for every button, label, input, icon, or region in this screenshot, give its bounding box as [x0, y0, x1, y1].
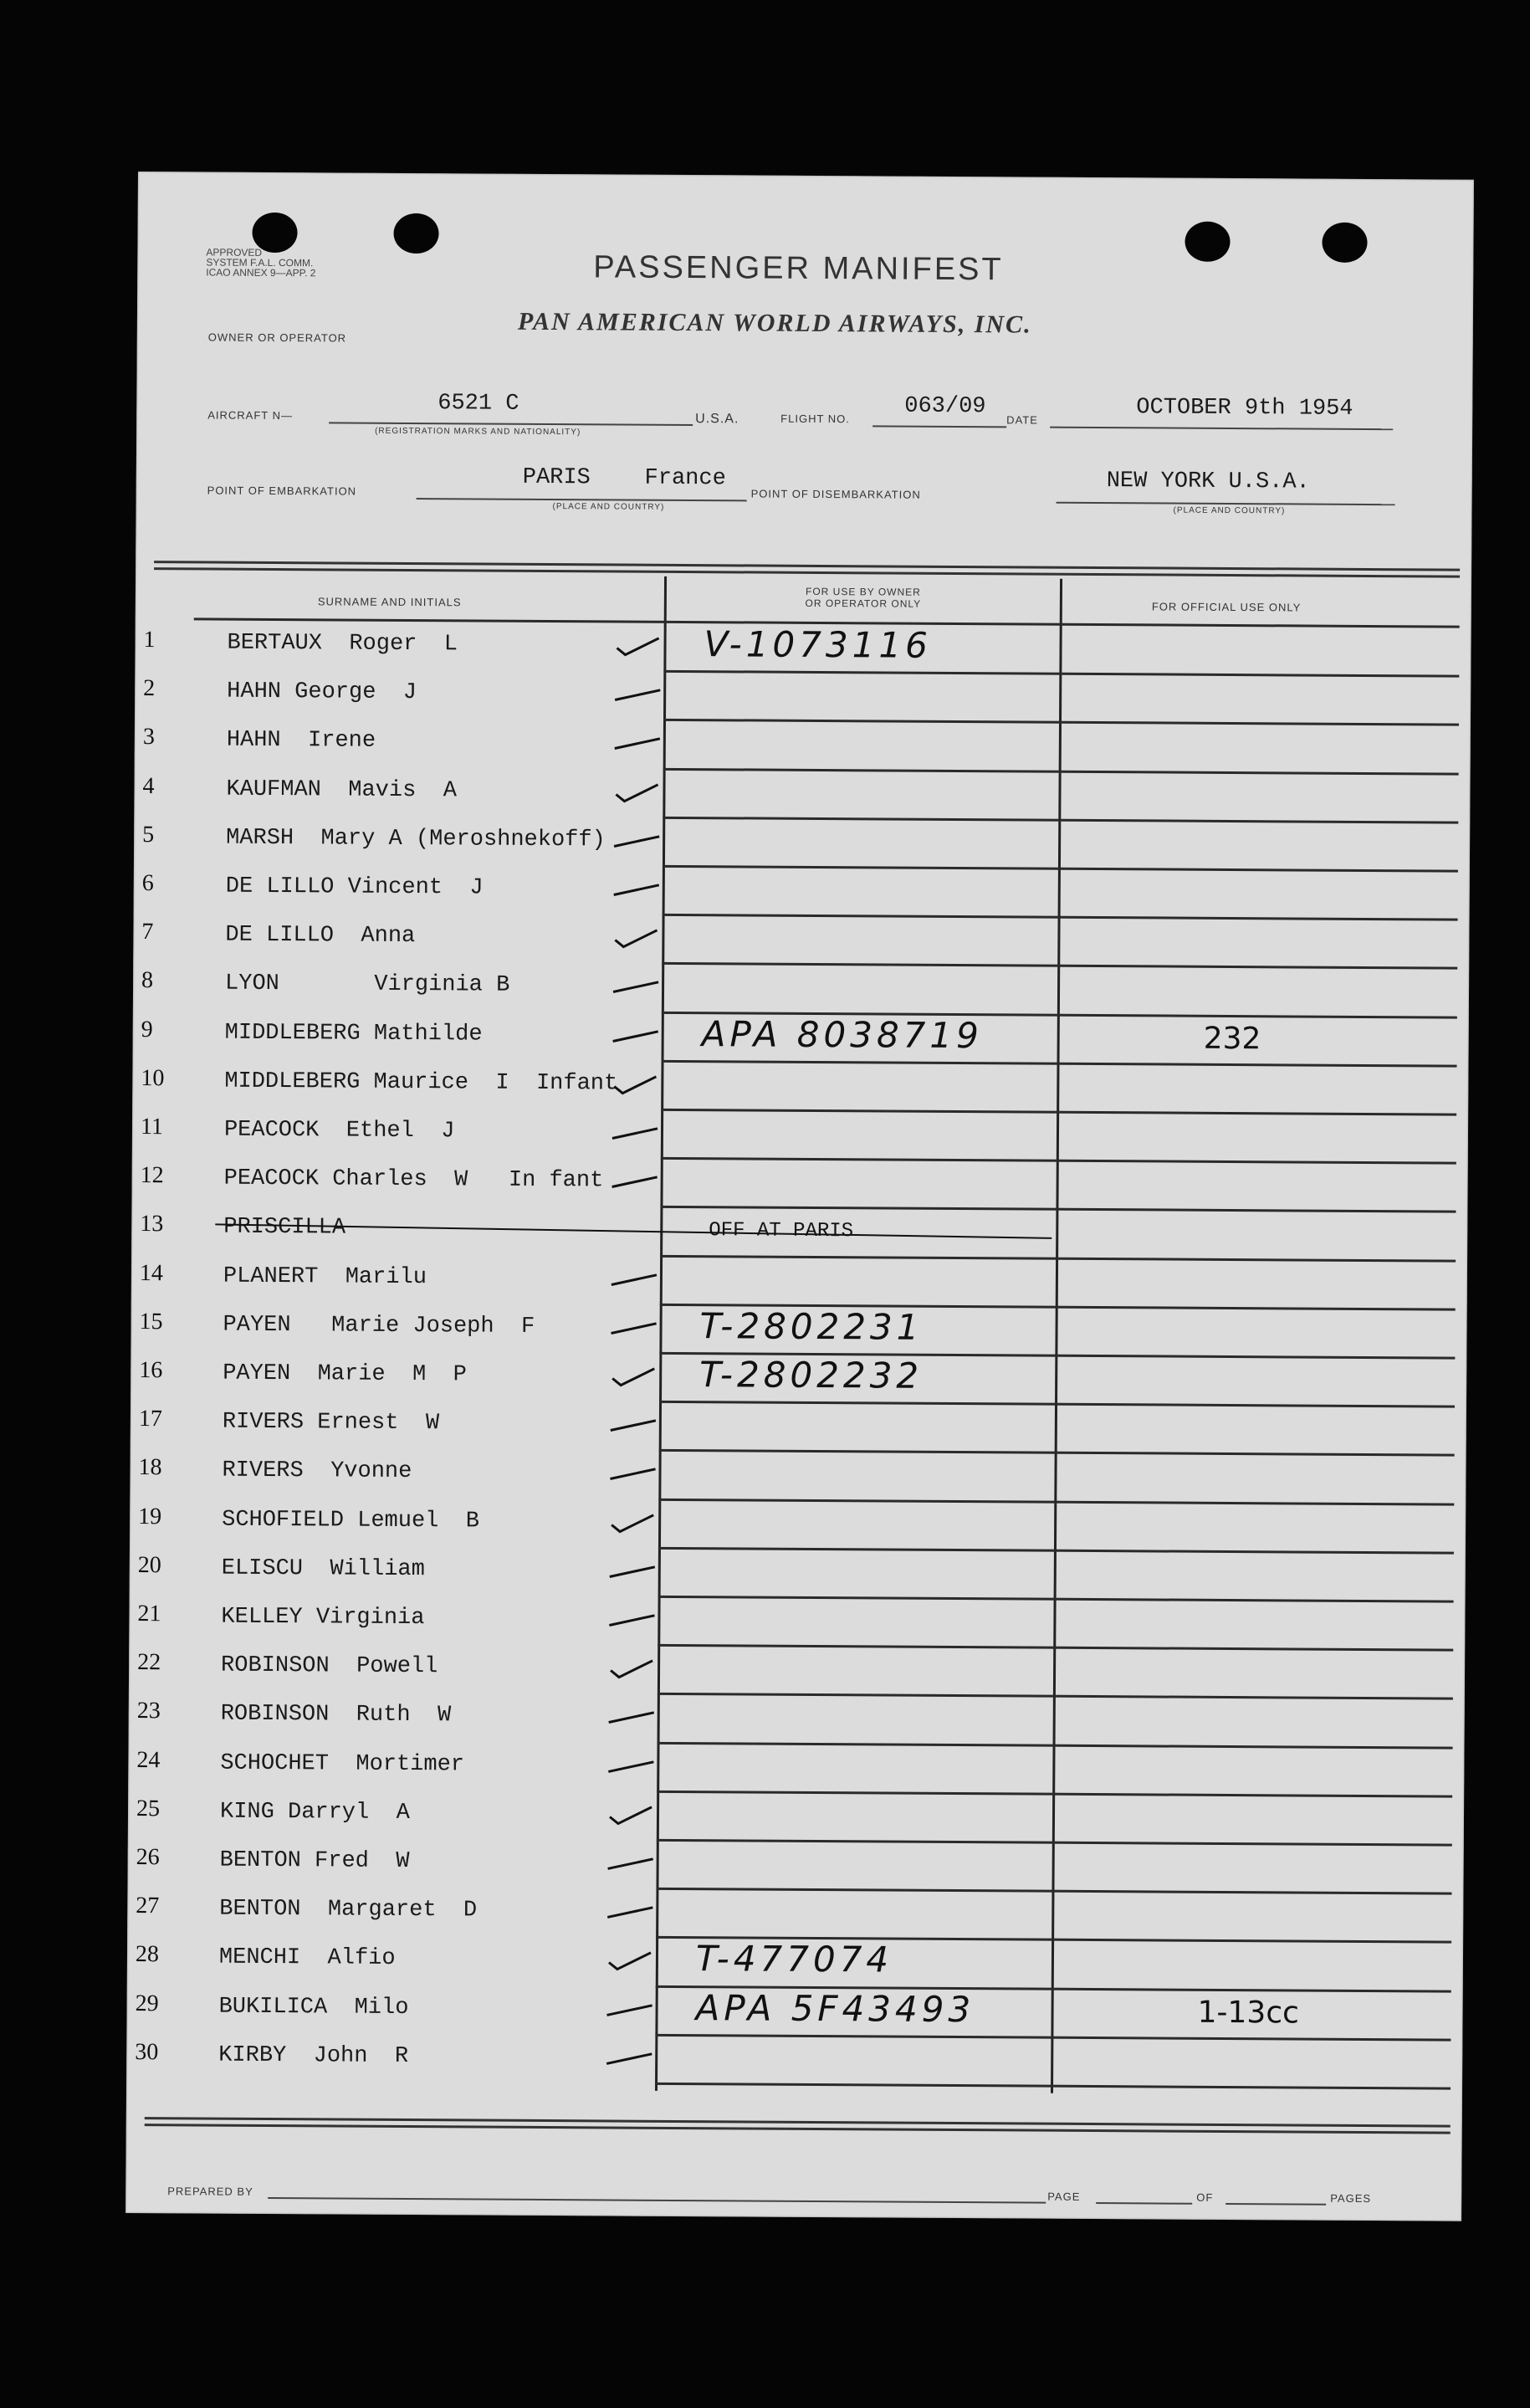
- row-number: 3: [142, 724, 155, 751]
- aircraft-value: 6521 C: [438, 391, 519, 417]
- check-mark-icon: [605, 1850, 655, 1875]
- row-number: 6: [141, 870, 154, 897]
- check-mark-icon: [609, 1119, 659, 1145]
- passenger-name: DE LILLO Anna: [225, 922, 416, 950]
- page-underline: [1096, 2202, 1192, 2205]
- row-number: 18: [138, 1454, 162, 1481]
- check-mark-icon: [609, 1071, 659, 1096]
- check-mark-icon: [609, 1169, 659, 1194]
- flight-value: 063/09: [904, 393, 986, 420]
- row-number: 22: [137, 1649, 161, 1676]
- check-mark-icon: [604, 1948, 654, 1973]
- row-number: 1: [143, 627, 156, 653]
- check-mark-icon: [610, 974, 660, 999]
- passenger-name: ROBINSON Ruth W: [220, 1702, 452, 1729]
- check-mark-icon: [607, 1363, 658, 1388]
- passenger-name: KELLEY Virginia: [221, 1604, 425, 1632]
- check-mark-icon: [611, 876, 661, 901]
- ticket-number: T-2802231: [699, 1304, 924, 1348]
- check-mark-icon: [607, 1314, 658, 1340]
- ticket-number: APA 8038719: [701, 1012, 983, 1056]
- manifest-sheet: [125, 172, 1474, 2221]
- official-entry: 232: [1203, 1021, 1261, 1056]
- ticket-number: T-477074: [695, 1938, 893, 1980]
- ticket-number: V-1073116: [704, 623, 933, 666]
- check-mark-icon: [610, 1022, 660, 1048]
- row-number: 13: [140, 1211, 164, 1237]
- row-number: 20: [137, 1551, 161, 1578]
- check-mark-icon: [610, 925, 660, 950]
- passenger-name: PAYEN Marie Joseph F: [223, 1312, 535, 1340]
- row-number: 5: [142, 821, 155, 848]
- approval-line: APPROVED: [206, 246, 263, 259]
- passenger-name: MIDDLEBERG Mathilde: [224, 1020, 483, 1048]
- pages-label: PAGES: [1330, 2191, 1372, 2206]
- passenger-name: MARSH Mary A (Meroshnekoff): [226, 825, 606, 853]
- passenger-name: RIVERS Ernest W: [222, 1409, 440, 1437]
- prepared-by-label: PREPARED BY: [167, 2185, 253, 2198]
- passenger-name: SCHOCHET Mortimer: [220, 1750, 465, 1778]
- prepared-by-underline: [268, 2197, 1046, 2204]
- check-mark-icon: [605, 1753, 655, 1778]
- disembark-sublabel: (PLACE AND COUNTRY): [1173, 505, 1286, 516]
- embark-value: PARIS France: [522, 464, 726, 492]
- operator-name: PAN AMERICAN WORLD AIRWAYS, INC.: [517, 307, 1032, 339]
- owner-use-line: OR OPERATOR ONLY: [805, 597, 922, 610]
- owner-use-header: [771, 586, 955, 610]
- check-mark-icon: [605, 1801, 655, 1826]
- passenger-name: HAHN George J: [227, 679, 417, 706]
- passenger-name: SCHOFIELD Lemuel B: [222, 1507, 480, 1534]
- official-entry: 1-13cc: [1197, 1995, 1300, 2031]
- passenger-name: PAYEN Marie M P: [223, 1360, 467, 1388]
- row-number: 17: [138, 1406, 162, 1432]
- date-value: OCTOBER 9th 1954: [1136, 395, 1353, 422]
- row-number: 23: [136, 1698, 161, 1724]
- check-mark-icon: [611, 633, 662, 658]
- check-mark-icon: [607, 1412, 658, 1437]
- check-mark-icon: [606, 1558, 657, 1583]
- row-number: 21: [137, 1601, 161, 1627]
- passenger-name: PRISCILLA: [223, 1215, 346, 1241]
- ticket-number: OFF AT PARIS: [709, 1219, 854, 1243]
- row-number: 15: [139, 1308, 163, 1335]
- passenger-name: BENTON Margaret D: [219, 1896, 478, 1924]
- ticket-number: T-2802232: [699, 1354, 924, 1396]
- punch-hole: [1322, 223, 1367, 263]
- passenger-name: ELISCU William: [221, 1555, 425, 1582]
- date-underline: [1050, 427, 1393, 431]
- aircraft-sublabel: (REGISTRATION MARKS AND NATIONALITY): [375, 426, 581, 438]
- passenger-name: MENCHI Alfio: [218, 1945, 396, 1972]
- page-label: PAGE: [1047, 2190, 1081, 2203]
- flight-underline: [872, 425, 1006, 428]
- passenger-name: DE LILLO Vincent J: [225, 874, 484, 901]
- row-number: 25: [136, 1795, 161, 1821]
- date-label: DATE: [1006, 413, 1038, 427]
- row-number: 4: [142, 772, 155, 799]
- passenger-name: MIDDLEBERG Maurice I Infant: [224, 1068, 618, 1097]
- approval-line: ICAO ANNEX 9—APP. 2: [206, 266, 316, 279]
- row-number: 9: [141, 1016, 153, 1043]
- check-mark-icon: [603, 2045, 653, 2070]
- table-top-rule: [154, 561, 1460, 578]
- of-underline: [1226, 2203, 1326, 2206]
- passenger-name: RIVERS Yvonne: [222, 1458, 412, 1485]
- check-mark-icon: [611, 827, 661, 853]
- disembark-underline: [1057, 502, 1395, 505]
- check-mark-icon: [611, 779, 661, 804]
- row-number: 10: [141, 1064, 165, 1092]
- row-number: 24: [136, 1746, 161, 1773]
- form-title: PASSENGER MANIFEST: [593, 249, 1004, 288]
- row-number: 16: [139, 1357, 163, 1384]
- passenger-name: PEACOCK Ethel J: [223, 1117, 455, 1145]
- column-divider-official: [1051, 579, 1062, 2093]
- passenger-name: ROBINSON Powell: [221, 1652, 438, 1680]
- row-number: 29: [135, 1990, 159, 2016]
- row-number: 27: [136, 1893, 160, 1919]
- passenger-name: KIRBY John R: [218, 2042, 409, 2069]
- passenger-name: BENTON Fred W: [219, 1847, 410, 1875]
- surname-column-header: SURNAME AND INITIALS: [317, 595, 462, 609]
- row-number: 30: [135, 2038, 159, 2065]
- check-mark-icon: [611, 682, 662, 707]
- check-mark-icon: [604, 1996, 654, 2021]
- row-number: 7: [141, 919, 154, 945]
- embark-label: POINT OF EMBARKATION: [207, 484, 357, 498]
- check-mark-icon: [606, 1656, 656, 1681]
- check-mark-icon: [606, 1606, 656, 1632]
- punch-hole: [393, 213, 438, 254]
- flight-label: FLIGHT NO.: [780, 412, 850, 426]
- disembark-label: POINT OF DISEMBARKATION: [750, 487, 921, 501]
- passenger-name: BUKILICA Milo: [218, 1994, 409, 2021]
- embark-sublabel: (PLACE AND COUNTRY): [552, 502, 665, 512]
- row-number: 2: [143, 675, 156, 702]
- row-number: 14: [139, 1259, 164, 1286]
- disembark-value: NEW YORK U.S.A.: [1106, 469, 1310, 495]
- passenger-name: HAHN Irene: [226, 728, 376, 755]
- approval-stamp: [206, 247, 315, 278]
- check-mark-icon: [606, 1461, 657, 1486]
- check-mark-icon: [604, 1899, 654, 1924]
- row-number: 12: [140, 1162, 164, 1189]
- table-bottom-rule: [145, 2117, 1451, 2134]
- check-mark-icon: [608, 1266, 658, 1291]
- passenger-name: KING Darryl A: [219, 1799, 410, 1826]
- passenger-name: KAUFMAN Mavis A: [226, 776, 458, 803]
- row-number: 19: [138, 1503, 162, 1529]
- passenger-name: BERTAUX Roger L: [227, 630, 458, 658]
- aircraft-underline: [329, 422, 693, 426]
- passenger-name: LYON Virginia B: [224, 971, 510, 999]
- check-mark-icon: [606, 1704, 656, 1729]
- owner-use-line: FOR USE BY OWNER: [806, 585, 921, 598]
- check-mark-icon: [611, 730, 662, 756]
- passenger-name: PEACOCK Charles W In fant: [223, 1166, 604, 1194]
- passenger-name: PLANERT Marilu: [223, 1263, 427, 1290]
- ticket-number: APA 5F43493: [695, 1986, 975, 2030]
- punch-hole: [1185, 222, 1230, 262]
- of-label: OF: [1196, 2190, 1214, 2204]
- row-number: 11: [140, 1114, 164, 1140]
- owner-label: OWNER OR OPERATOR: [207, 330, 347, 345]
- approval-line: SYSTEM F.A.L. COMM.: [206, 256, 314, 269]
- check-mark-icon: [606, 1509, 657, 1534]
- row-number: 26: [136, 1844, 160, 1871]
- aircraft-label: AIRCRAFT N—: [207, 408, 294, 423]
- usa-label: U.S.A.: [695, 412, 739, 427]
- official-use-header: FOR OFFICIAL USE ONLY: [1151, 600, 1302, 614]
- embark-underline: [417, 498, 747, 501]
- row-number: 8: [141, 967, 154, 994]
- row-number: 28: [135, 1941, 160, 1968]
